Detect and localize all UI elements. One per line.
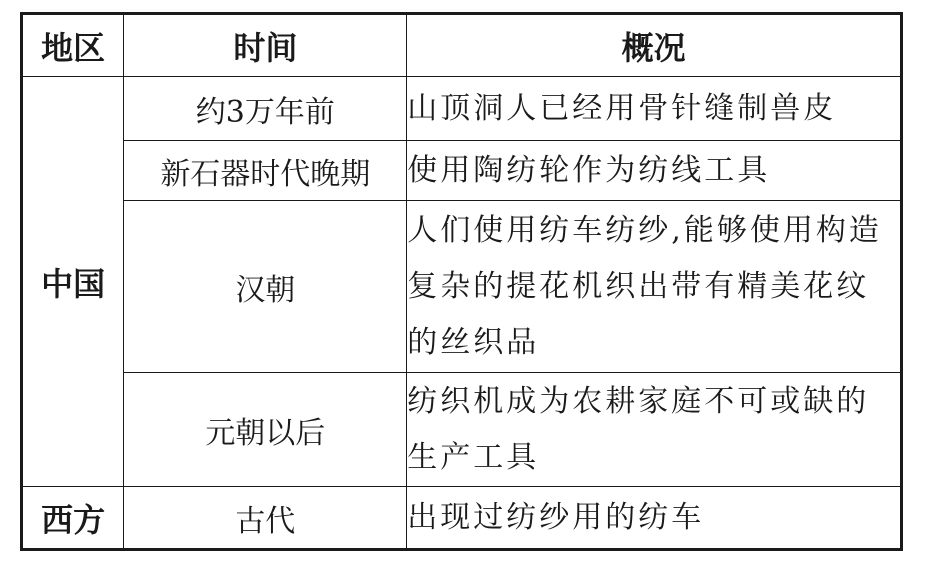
overview-cell: 使用陶纺轮作为纺线工具 (407, 141, 902, 201)
table-row (22, 141, 902, 201)
time-cell: 古代 (124, 487, 407, 550)
time-cell: 新石器时代晚期 (124, 141, 407, 201)
table-row (22, 373, 902, 487)
table-row (22, 201, 902, 373)
history-table (20, 12, 903, 551)
header-overview: 概况 (407, 14, 902, 77)
time-cell: 约3万年前 (124, 77, 407, 141)
table-row (22, 77, 902, 141)
region-west: 西方 (22, 487, 124, 550)
header-region: 地区 (22, 14, 124, 77)
time-cell: 元朝以后 (124, 373, 407, 487)
overview-cell: 山顶洞人已经用骨针缝制兽皮 (407, 77, 902, 141)
time-cell: 汉朝 (124, 201, 407, 373)
overview-cell: 纺织机成为农耕家庭不可或缺的生产工具 (407, 373, 902, 487)
table-row (22, 487, 902, 550)
overview-cell: 出现过纺纱用的纺车 (407, 487, 902, 550)
region-china: 中国 (22, 77, 124, 487)
overview-cell: 人们使用纺车纺纱,能够使用构造复杂的提花机织出带有精美花纹的丝织品 (407, 201, 902, 373)
table-header-row (22, 14, 902, 77)
header-time: 时间 (124, 14, 407, 77)
